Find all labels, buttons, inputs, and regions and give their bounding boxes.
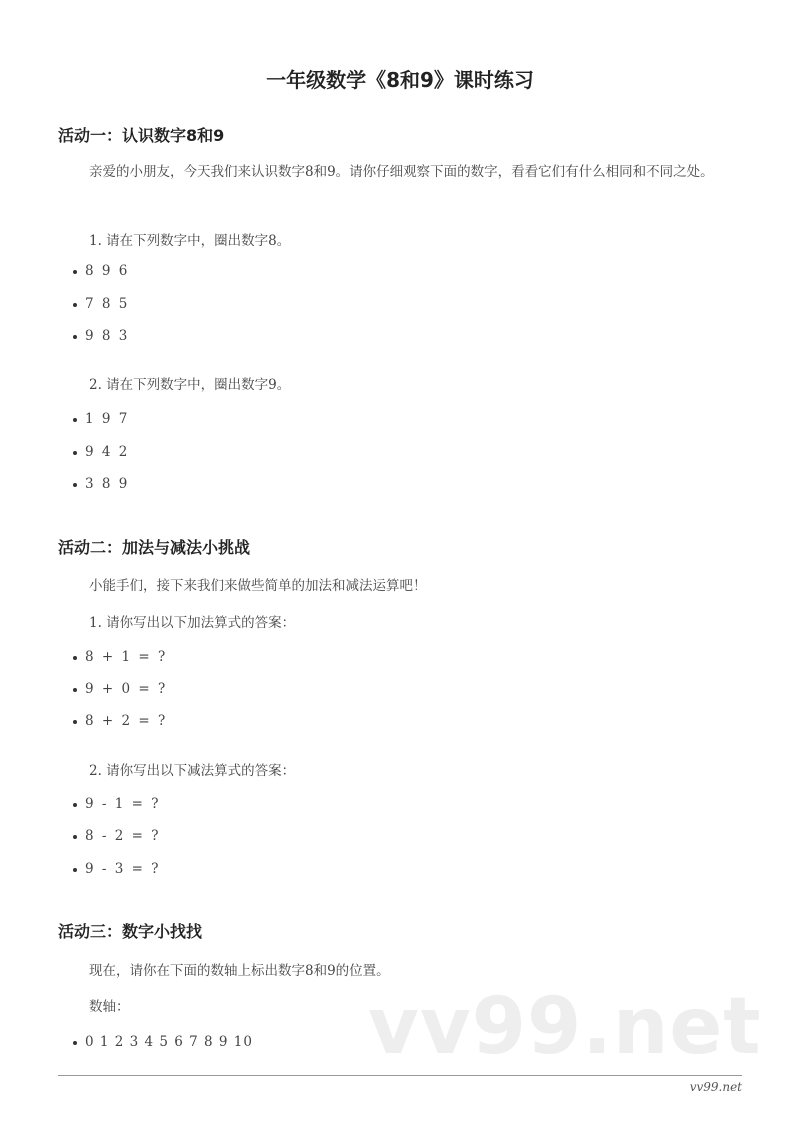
activity1-heading: 活动一：认识数字8和9 [58,126,225,145]
watermark: vv99.net [368,982,762,1072]
list-item-text: 8 + 2 = ? [85,713,168,729]
list-item [73,861,160,877]
bullet-icon [73,868,77,872]
list-item [73,649,167,665]
footer-site: vv99.net [689,1080,742,1094]
list-item [73,796,160,812]
bullet-icon [73,483,77,487]
list-item-text: 9 + 0 = ? [85,681,168,697]
list-item-text: 9 - 3 = ? [85,861,161,877]
bullet-icon [73,656,77,660]
list-item [73,328,129,344]
activity1-intro: 亲爱的小朋友，今天我们来认识数字8和9。请你仔细观察下面的数字，看看它们有什么相同和不同之处。 [89,164,714,180]
footer-divider [58,1075,742,1076]
list-item-text: 3 8 9 [85,476,130,492]
number-line-label: 数轴： [89,999,130,1015]
activity2-intro: 小能手们，接下来我们来做些简单的加法和减法运算吧！ [89,578,427,594]
list-item [73,411,129,427]
bullet-icon [73,688,77,692]
activity3-intro: 现在，请你在下面的数轴上标出数字8和9的位置。 [89,963,390,979]
page-title: 一年级数学《8和9》课时练习 [266,68,534,92]
bullet-icon [73,451,77,455]
list-item [73,1034,253,1050]
activity1-question2: 2. 请在下列数字中，圈出数字9。 [89,377,291,393]
bullet-icon [73,303,77,307]
list-item-text: 8 + 1 = ? [85,649,168,665]
list-item [73,444,129,460]
list-item [73,828,160,844]
list-item-text: 8 9 6 [85,263,130,279]
bullet-icon [73,418,77,422]
activity3-heading: 活动三：数字小找找 [58,922,203,941]
list-item [73,681,167,697]
list-item-text: 9 4 2 [85,444,130,460]
list-item-text: 9 - 1 = ? [85,796,161,812]
bullet-icon [73,270,77,274]
activity1-question1: 1. 请在下列数字中，圈出数字8。 [89,233,291,249]
list-item-text: 9 8 3 [85,328,130,344]
list-item [73,296,129,312]
bullet-icon [73,335,77,339]
list-item-text: 7 8 5 [85,296,130,312]
list-item [73,263,129,279]
bullet-icon [73,720,77,724]
list-item [73,713,167,729]
bullet-icon [73,803,77,807]
activity2-heading: 活动二：加法与减法小挑战 [58,538,251,557]
list-item-text: 1 9 7 [85,411,130,427]
bullet-icon [73,835,77,839]
activity2-question2: 2. 请你写出以下减法算式的答案： [89,763,296,779]
list-item [73,476,129,492]
bullet-icon [73,1041,77,1045]
list-item-text: 8 - 2 = ? [85,828,161,844]
list-item-text: 0 1 2 3 4 5 6 7 8 9 10 [85,1034,253,1050]
activity2-question1: 1. 请你写出以下加法算式的答案： [89,615,296,631]
